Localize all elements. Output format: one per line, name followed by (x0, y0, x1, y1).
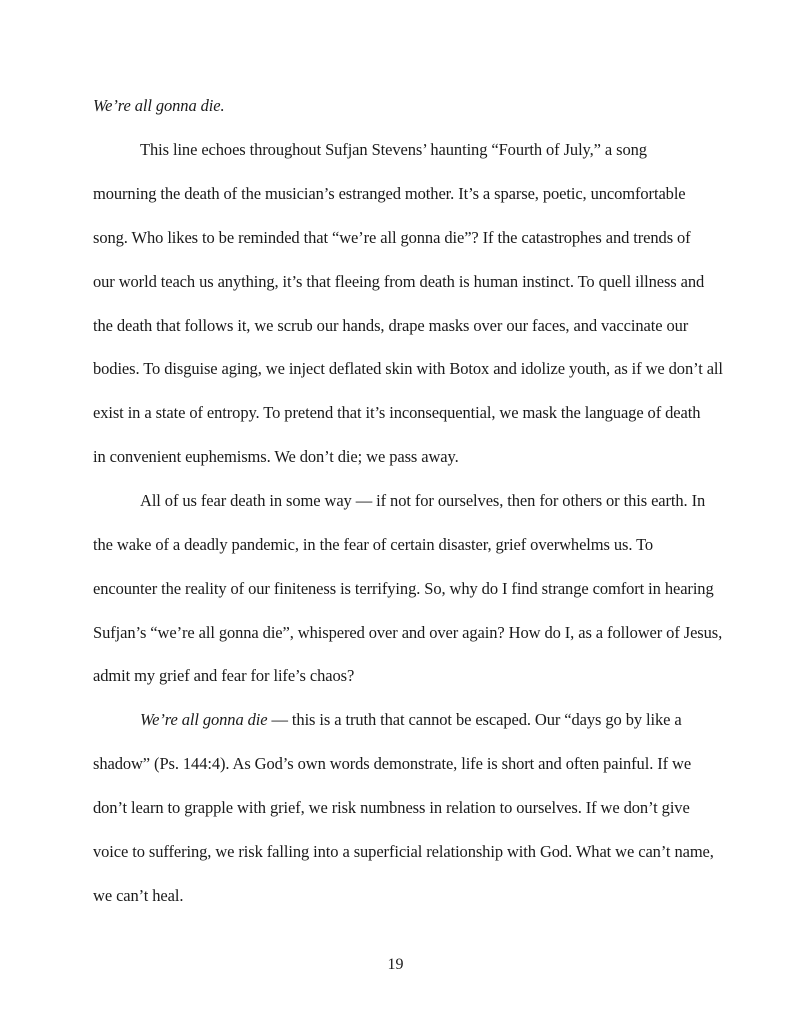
paragraph-2-line-3: encounter the reality of our finiteness is terrifying. So, why do I find strange comfort in hearing (93, 579, 714, 598)
opening-line: We’re all gonna die. (93, 96, 225, 115)
paragraph-2-line-5: admit my grief and fear for life’s chaos? (93, 666, 355, 685)
paragraph-1-line-2: mourning the death of the musician’s estranged mother. It’s a sparse, poetic, uncomfortable (93, 184, 686, 203)
paragraph-3-line-1-rest: — this is a truth that cannot be escaped. Our “days go by like a (267, 710, 682, 729)
paragraph-3-line-5: we can’t heal. (93, 886, 184, 905)
paragraph-3-line-1 (140, 710, 682, 730)
paragraph-3-line-2: shadow” (Ps. 144:4). As God’s own words demonstrate, life is short and often painful. If we (93, 754, 692, 773)
paragraph-1-line-4: our world teach us anything, it’s that fleeing from death is human instinct. To quell illness and (93, 272, 705, 291)
paragraph-3-italic-phrase: We’re all gonna die (140, 710, 268, 729)
paragraph-1-line-5: the death that follows it, we scrub our hands, drape masks over our faces, and vaccinate our (93, 316, 689, 335)
paragraph-1-line-3: song. Who likes to be reminded that “we’re all gonna die”? If the catastrophes and trends of (93, 228, 691, 247)
paragraph-3-line-4: voice to suffering, we risk falling into a superficial relationship with God. What we can’t name, (93, 842, 714, 861)
paragraph-1-line-8: in convenient euphemisms. We don’t die; we pass away. (93, 447, 459, 466)
paragraph-3-line-3: don’t learn to grapple with grief, we risk numbness in relation to ourselves. If we don’t give (93, 798, 690, 817)
paragraph-1-line-7: exist in a state of entropy. To pretend that it’s inconsequential, we mask the language of death (93, 403, 701, 422)
page-number: 19 (387, 956, 404, 973)
paragraph-2-line-1: All of us fear death in some way — if not for ourselves, then for others or this earth. In (140, 491, 706, 510)
paragraph-1-line-1: This line echoes throughout Sufjan Stevens’ haunting “Fourth of July,” a song (140, 140, 647, 159)
paragraph-2-line-4: Sufjan’s “we’re all gonna die”, whispered over and over again? How do I, as a follower of Jesus, (93, 623, 723, 642)
paragraph-2-line-2: the wake of a deadly pandemic, in the fear of certain disaster, grief overwhelms us. To (93, 535, 654, 554)
paragraph-1-line-6: bodies. To disguise aging, we inject deflated skin with Botox and idolize youth, as if we don’t all (93, 359, 723, 378)
